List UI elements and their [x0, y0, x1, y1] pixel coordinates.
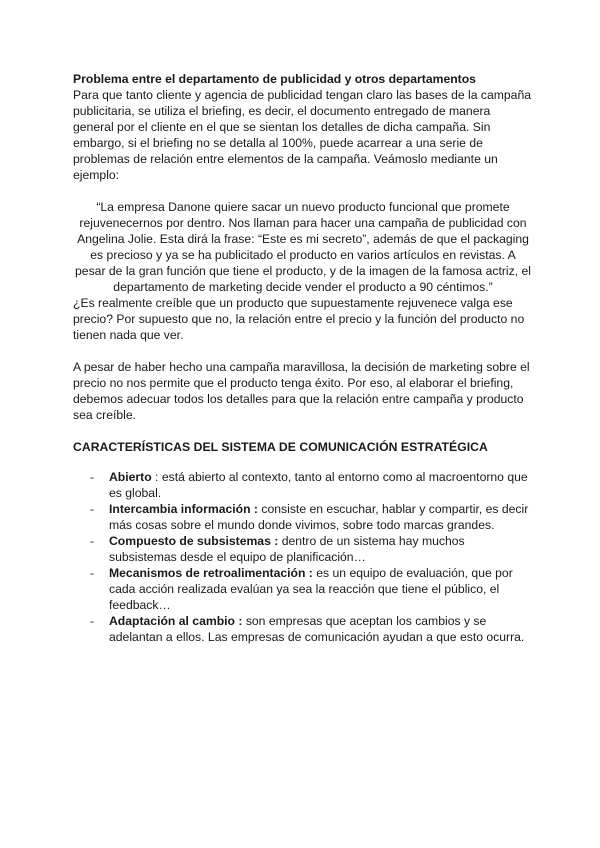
- example-quote: “La empresa Danone quiere sacar un nuevo producto funcional que promete rejuvenecernos por dentro. Nos llaman para hacer una campaña de publicidad con Angelina Jolie. Esta dirá la frase: “Este es mi secreto”, además de que el packaging es precioso y ya se ha publicitado el producto en varios artículos en revistas. A pesar de la gran función que tiene el producto, y de la imagen de la famosa actriz, el departamento de marketing decide vender el producto a 90 céntimos.”: [75, 200, 531, 294]
- bullet-dash: -: [90, 470, 95, 484]
- paragraph-spacer: [73, 343, 533, 359]
- feature-description: dentro de un sistema hay muchos subsistemas desde el equipo de planificación…: [109, 534, 465, 564]
- characteristics-list: [73, 469, 533, 645]
- feature-term: Abierto: [109, 470, 152, 484]
- bullet-dash: -: [90, 502, 95, 516]
- list-item: [73, 501, 535, 533]
- feature-description: son empresas que aceptan los cambios y se adelantan a ellos. Las empresas de comunicación ayudan a que esto ocurra.: [109, 614, 525, 644]
- list-item: [73, 469, 535, 501]
- intro-paragraph: Para que tanto cliente y agencia de publicidad tengan claro las bases de la campaña publicitaria, se utiliza el briefing, es decir, el documento entregado de manera general por el cliente en el que se sientan los detalles de dicha campaña. Sin embargo, si el briefing no se detalla al 100%, puede acarrear a una serie de problemas de relación entre elementos de la campaña. Veámoslo mediante un ejemplo:: [73, 88, 532, 182]
- bullet-dash: -: [90, 534, 95, 548]
- characteristics-title: CARACTERÍSTICAS DEL SISTEMA DE COMUNICACIÓN ESTRATÉGICA: [73, 440, 488, 454]
- list-item: [73, 565, 535, 613]
- feature-description: es un equipo de evaluación, que por cada acción realizada evalúan ya sea la reacción que tiene el público, el feedback…: [109, 566, 513, 612]
- feature-term: Adaptación al cambio :: [109, 614, 243, 628]
- bullet-dash: -: [90, 566, 95, 580]
- conclusion-paragraph: A pesar de haber hecho una campaña maravillosa, la decisión de marketing sobre el precio no nos permite que el producto tenga éxito. Por eso, al elaborar el briefing, debemos adecuar todos los detalles para que la relación entre campaña y producto sea creíble.: [73, 360, 530, 422]
- feature-term: Mecanismos de retroalimentación :: [109, 566, 313, 580]
- bullet-dash: -: [90, 614, 95, 628]
- feature-separator: :: [151, 470, 162, 484]
- feature-term: Intercambia información :: [109, 502, 258, 516]
- feature-description: está abierto al contexto, tanto al entorno como al macroentorno que es global.: [109, 470, 528, 500]
- document-page: [73, 71, 533, 645]
- section-heading: Problema entre el departamento de publicidad y otros departamentos: [73, 72, 476, 86]
- question-paragraph: ¿Es realmente creíble que un producto que supuestamente rejuvenece valga ese precio? Por supuesto que no, la relación entre el precio y la función del producto no tienen nada que ver.: [73, 296, 525, 342]
- list-item: [73, 613, 535, 645]
- list-item: [73, 533, 535, 565]
- feature-description: consiste en escuchar, hablar y compartir, es decir más cosas sobre el mundo donde vivimos, sobre todo marcas grandes.: [109, 502, 529, 532]
- feature-term: Compuesto de subsistemas :: [109, 534, 279, 548]
